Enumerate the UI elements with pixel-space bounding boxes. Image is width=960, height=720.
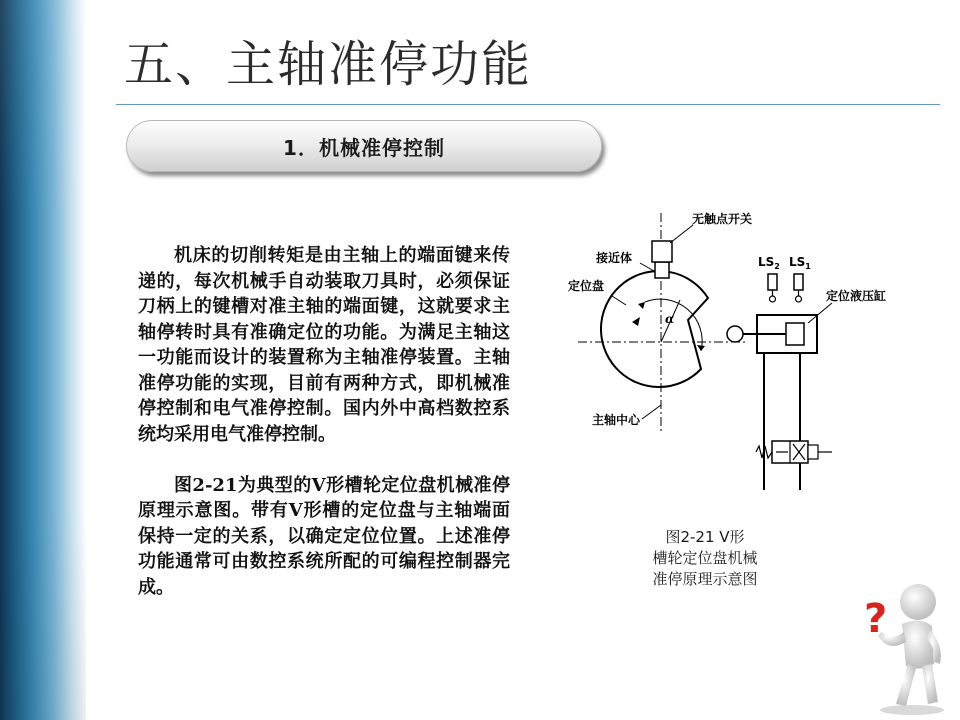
- contactless-switch: [652, 241, 672, 262]
- limit-switch-ls2: [768, 274, 777, 290]
- body-paragraph-2: 图2-21为典型的V形槽轮定位盘机械准停原理示意图。带有V形槽的定位盘与主轴端面保持一定的关系，以确定定位位置。上述准停功能通常可由数控系统所配的可编程控制器完成。: [138, 474, 510, 598]
- question-mascot-icon: [862, 580, 954, 716]
- mascot-leg-left: [896, 664, 916, 706]
- rotation-arrow: [632, 317, 640, 326]
- label-contactless-switch: 无触点开关: [692, 212, 753, 226]
- title-rule: [116, 104, 940, 105]
- limit-switch-ls1: [794, 274, 803, 290]
- positioning-disc: [601, 271, 708, 387]
- alpha-arrow-start: [638, 302, 645, 309]
- switch-leader: [670, 225, 693, 243]
- proximity-body: [655, 262, 669, 278]
- section-heading-label: 1．机械准停控制: [283, 135, 445, 160]
- mascot-leg-right: [922, 664, 938, 704]
- section-heading-pill: [126, 120, 602, 172]
- label-alpha: α: [665, 312, 675, 326]
- body-text: [138, 243, 510, 600]
- mascot-body: [902, 620, 934, 668]
- label-positioning-disc: 定位盘: [568, 279, 605, 293]
- v-groove-disc-diagram: [560, 205, 950, 505]
- cylinder-leader: [808, 303, 832, 323]
- mascot-shadow: [880, 705, 944, 715]
- proximity-leader: [640, 263, 654, 271]
- ls2-contact-top: [770, 296, 776, 302]
- piston: [786, 323, 804, 345]
- figure-caption: [620, 527, 790, 590]
- mascot-question-mark: ?: [864, 596, 888, 642]
- roller: [727, 326, 743, 342]
- center-leader: [642, 405, 661, 419]
- caption-line-1: 图2-21 V形: [665, 528, 745, 546]
- ls1-contact-top: [796, 296, 802, 302]
- body-paragraph-1: 机床的切削转矩是由主轴上的端面键来传递的，每次机械手自动装取刀具时，必须保证刀柄上的键槽对准主轴的端面键，这就要求主轴停转时具有准确定位的功能。为满足主轴这一功能而设计的装置称为主轴准停装置。主轴准停功能的实现，目前有两种方式，即机械准停控制和电气准停控制。国内外中高档数控系统均采用电气准停控制。: [138, 245, 510, 445]
- sidebar-sheen: [0, 0, 86, 720]
- label-hydraulic-cylinder: 定位液压缸: [826, 289, 887, 303]
- slide-title: 五、主轴准停功能: [124, 36, 533, 93]
- label-proximity-body: 接近体: [596, 251, 633, 265]
- label-ls2: $LS_2$: [758, 255, 780, 271]
- mascot-head: [900, 584, 936, 620]
- disc-leader: [612, 296, 626, 305]
- alpha-arrow-end: [697, 345, 705, 351]
- caption-line-2: 槽轮定位盘机械: [652, 549, 758, 567]
- label-ls1: $LS_1$: [789, 255, 811, 271]
- caption-line-3: 准停原理示意图: [652, 570, 758, 588]
- label-spindle-center: 主轴中心: [592, 413, 641, 427]
- valve-solenoid: [808, 445, 818, 459]
